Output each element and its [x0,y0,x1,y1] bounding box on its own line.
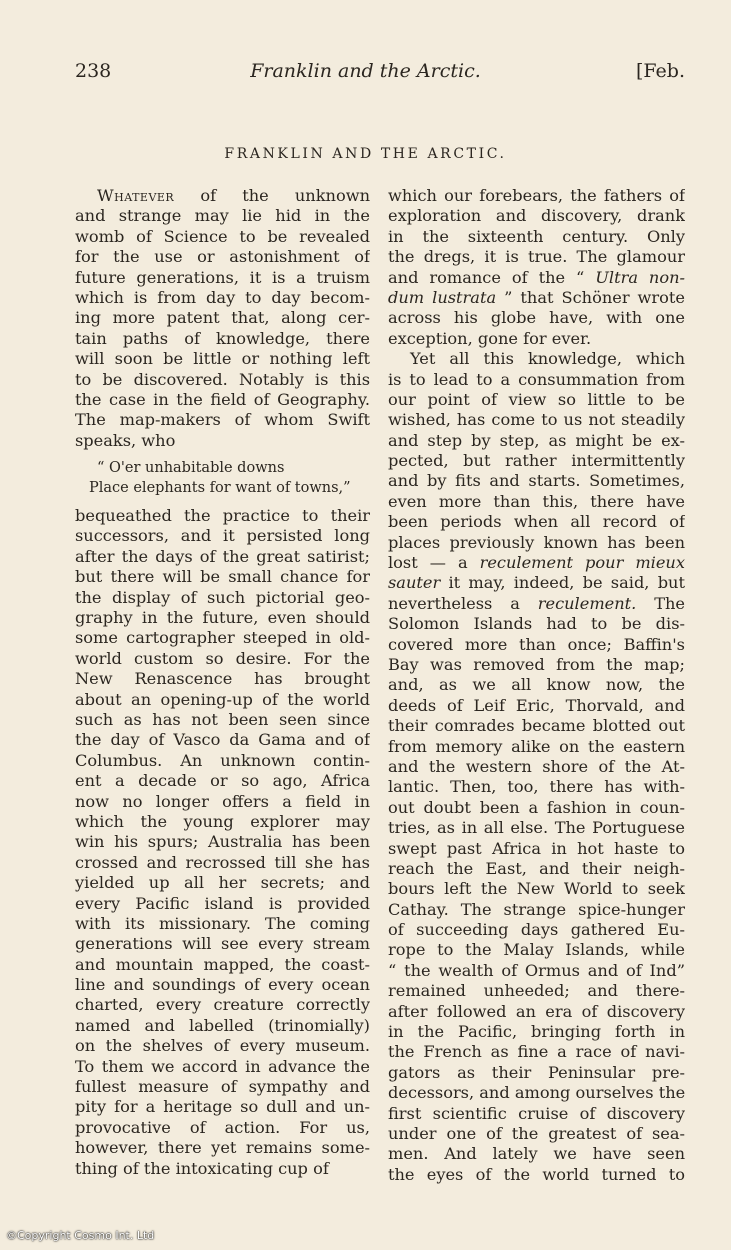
text-line: now no longer offers a field in [75,791,370,811]
text-line: crossed and recrossed till she has [75,852,370,872]
text-line: covered more than once; Baffin's [388,634,685,654]
left-column [75,186,370,1179]
latin-phrase: Ultra non- [595,267,685,287]
text-line: about an opening-up of the world [75,689,370,709]
text-line: dum lustrata ” that Schöner wrote [388,287,685,307]
text-line: first scientific cruise of discovery [388,1103,685,1123]
french-phrase: reculement. [537,593,637,613]
page-number: 238 [75,60,112,82]
text-line: provocative of action. For us, [75,1117,370,1137]
text-line: some cartographer steeped in old- [75,628,370,648]
text-line: the French as fine a race of navi- [388,1042,685,1062]
running-header [0,60,731,96]
text-line: to be discovered. Notably is this [75,369,370,389]
text-line: decessors, and among ourselves the [388,1083,685,1103]
text-line: fullest measure of sympathy and [75,1077,370,1097]
text-line: and step by step, as might be ex- [388,430,685,450]
text-line: bequeathed the practice to their [75,506,370,526]
text-line: swept past Africa in hot haste to [388,838,685,858]
text-line: lost — a reculement pour mieux [388,553,685,573]
latin-phrase: dum lustrata [388,287,497,307]
right-paragraph-2-end [388,614,685,1185]
text-line: win his spurs; Australia has been [75,832,370,852]
text-line: and the western shore of the At- [388,756,685,776]
text-line: and, as we all know now, the [388,675,685,695]
text-line: tries, as in all else. The Portuguese [388,818,685,838]
verse-line: Place elephants for want of towns,” [89,479,351,496]
opening-line-text: of the unknown [174,186,370,205]
text-line: The map-makers of whom Swift [75,410,370,430]
text-line: across his globe have, with one [388,308,685,328]
text-line: rope to the Malay Islands, while [388,940,685,960]
text-line: such as has not been seen since [75,709,370,729]
text-line: charted, every creature correctly [75,995,370,1015]
text-line: Cathay. The strange spice-hunger [388,899,685,919]
text-line: after followed an era of discovery [388,1001,685,1021]
text-line: Columbus. An unknown contin- [75,750,370,770]
text-line: sauter it may, indeed, be said, but [388,573,685,593]
text-line: on the shelves of every museum. [75,1036,370,1056]
text-line: deeds of Leif Eric, Thorvald, and [388,695,685,715]
text-line: our point of view so little to be [388,389,685,409]
opening-word: Whatever [97,186,175,205]
text-line: but there will be small chance for [75,567,370,587]
text-line: however, there yet remains some- [75,1138,370,1158]
text-line: their comrades became blotted out [388,716,685,736]
text-line: been periods when all record of [388,512,685,532]
text-line: which our forebears, the fathers of [388,186,685,205]
text-line: ing more patent that, along cer- [75,308,370,328]
text-line: in the Pacific, bringing forth in [388,1022,685,1042]
text-line: wished, has come to us not steadily [388,410,685,430]
right-paragraph-1-end [388,308,685,349]
text-line: New Renascence has brought [75,669,370,689]
text-line: for the use or astonishment of [75,247,370,267]
article-title: FRANKLIN AND THE ARCTIC. [224,146,507,162]
text-line: Yet all this knowledge, which [410,349,685,369]
text-line: nevertheless a reculement. The [388,593,685,613]
text-line: yielded up all her secrets; and [75,873,370,893]
text-line: even more than this, there have [388,491,685,511]
text-line: thing of the intoxicating cup of [75,1158,329,1178]
text-line: ent a decade or so ago, Africa [75,771,370,791]
text-line: line and soundings of every ocean [75,975,370,995]
running-title: Franklin and the Arctic. [250,60,481,82]
french-phrase: sauter [388,573,441,593]
text-line: Bay was removed from the map; [388,654,685,674]
copyright-watermark: ©Copyright Cosmo Int. Ltd [6,1229,155,1242]
text-line: gators as their Peninsular pre- [388,1062,685,1082]
text-line: lantic. Then, too, there has with- [388,777,685,797]
left-paragraph-1 [75,206,370,451]
text-line: the display of such pictorial geo- [75,587,370,607]
verse-line: “ O'er unhabitable downs [97,460,285,477]
text-line: generations will see every stream [75,934,370,954]
text-line: of succeeding days gathered Eu- [388,920,685,940]
text-line: “ the wealth of Ormus and of Ind” [388,960,685,980]
text-line: reach the East, and their neigh- [388,858,685,878]
opening-line [75,186,370,206]
text-line: exploration and discovery, drank [388,206,685,226]
text-line: successors, and it persisted long [75,526,370,546]
text-line: and strange may lie hid in the [75,206,370,226]
text-line: and romance of the “ Ultra non- [388,267,685,287]
french-phrase: reculement pour mieux [479,553,685,573]
text-line: under one of the greatest of sea- [388,1123,685,1143]
text-line: world custom so desire. For the [75,648,370,668]
text-line: after the days of the great satirist; [75,546,370,566]
right-paragraph-2-start [388,349,685,553]
text-line: pity for a heritage so dull and un- [75,1097,370,1117]
verse-quotation [75,459,370,498]
text-line: Solomon Islands had to be dis- [388,614,685,634]
text-line: every Pacific island is provided [75,893,370,913]
text-line: future generations, it is a truism [75,267,370,287]
text-line: remained unheeded; and there- [388,981,685,1001]
text-line: speaks, who [75,430,176,450]
text-line: exception, gone for ever. [388,328,592,348]
text-line: in the sixteenth century. Only [388,226,685,246]
right-column [388,186,685,1185]
text-line: bours left the New World to seek [388,879,685,899]
text-line: womb of Science to be revealed [75,226,370,246]
text-line: and by fits and starts. Sometimes, [388,471,685,491]
text-line: the eyes of the world turned to [388,1164,685,1184]
text-line: tain paths of knowledge, there [75,328,370,348]
text-line: men. And lately we have seen [388,1144,685,1164]
text-line: will soon be little or nothing left [75,349,370,369]
text-line: which is from day to day becom- [75,287,370,307]
text-line: places previously known has been [388,532,685,552]
text-line: with its missionary. The coming [75,913,370,933]
text-line: out doubt been a fashion in coun- [388,797,685,817]
text-line: the day of Vasco da Gama and of [75,730,370,750]
left-paragraph-2 [75,506,370,1179]
text-line: the case in the field of Geography. [75,389,370,409]
text-line: is to lead to a consummation from [388,369,685,389]
issue-month: [Feb. [635,60,685,82]
right-paragraph-1-start [388,186,685,268]
text-line: the dregs, it is true. The glamour [388,247,685,267]
text-line: To them we accord in advance the [75,1056,370,1076]
text-line: graphy in the future, even should [75,608,370,628]
text-line: from memory alike on the eastern [388,736,685,756]
text-line: which the young explorer may [75,811,370,831]
text-line: named and labelled (trinomially) [75,1015,370,1035]
text-line: and mountain mapped, the coast- [75,954,370,974]
text-line: pected, but rather intermittently [388,451,685,471]
